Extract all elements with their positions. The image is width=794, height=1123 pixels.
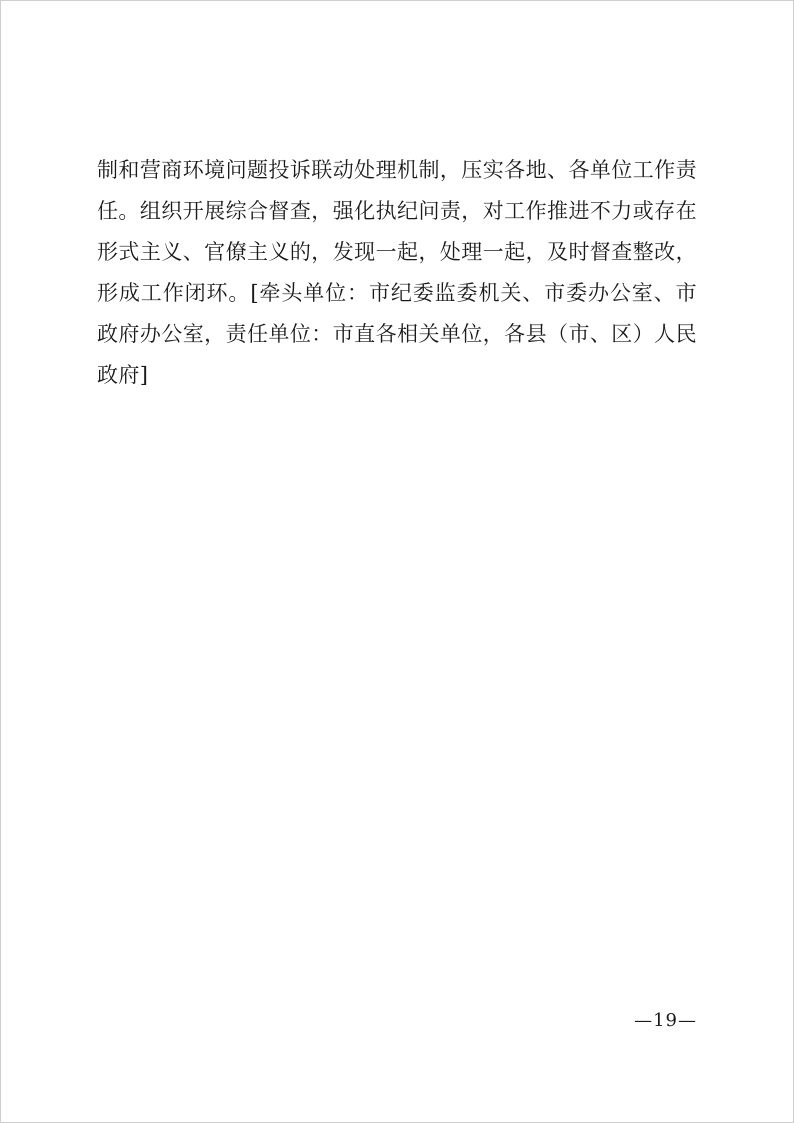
page-number: —19—: [634, 1010, 697, 1031]
body-paragraph: 制和营商环境问题投诉联动处理机制，压实各地、各单位工作责任。组织开展综合督查，强化执纪问责，对工作推进不力或存在形式主义、官僚主义的，发现一起，处理一起，及时督查整改，形成工作闭环。[牵头单位：市纪委监委机关、市委办公室、市政府办公室，责任单位：市直各相关单位，各县（市、区）人民政府]: [97, 158, 697, 387]
page-footer: [97, 1010, 697, 1034]
page-content: [97, 129, 697, 417]
